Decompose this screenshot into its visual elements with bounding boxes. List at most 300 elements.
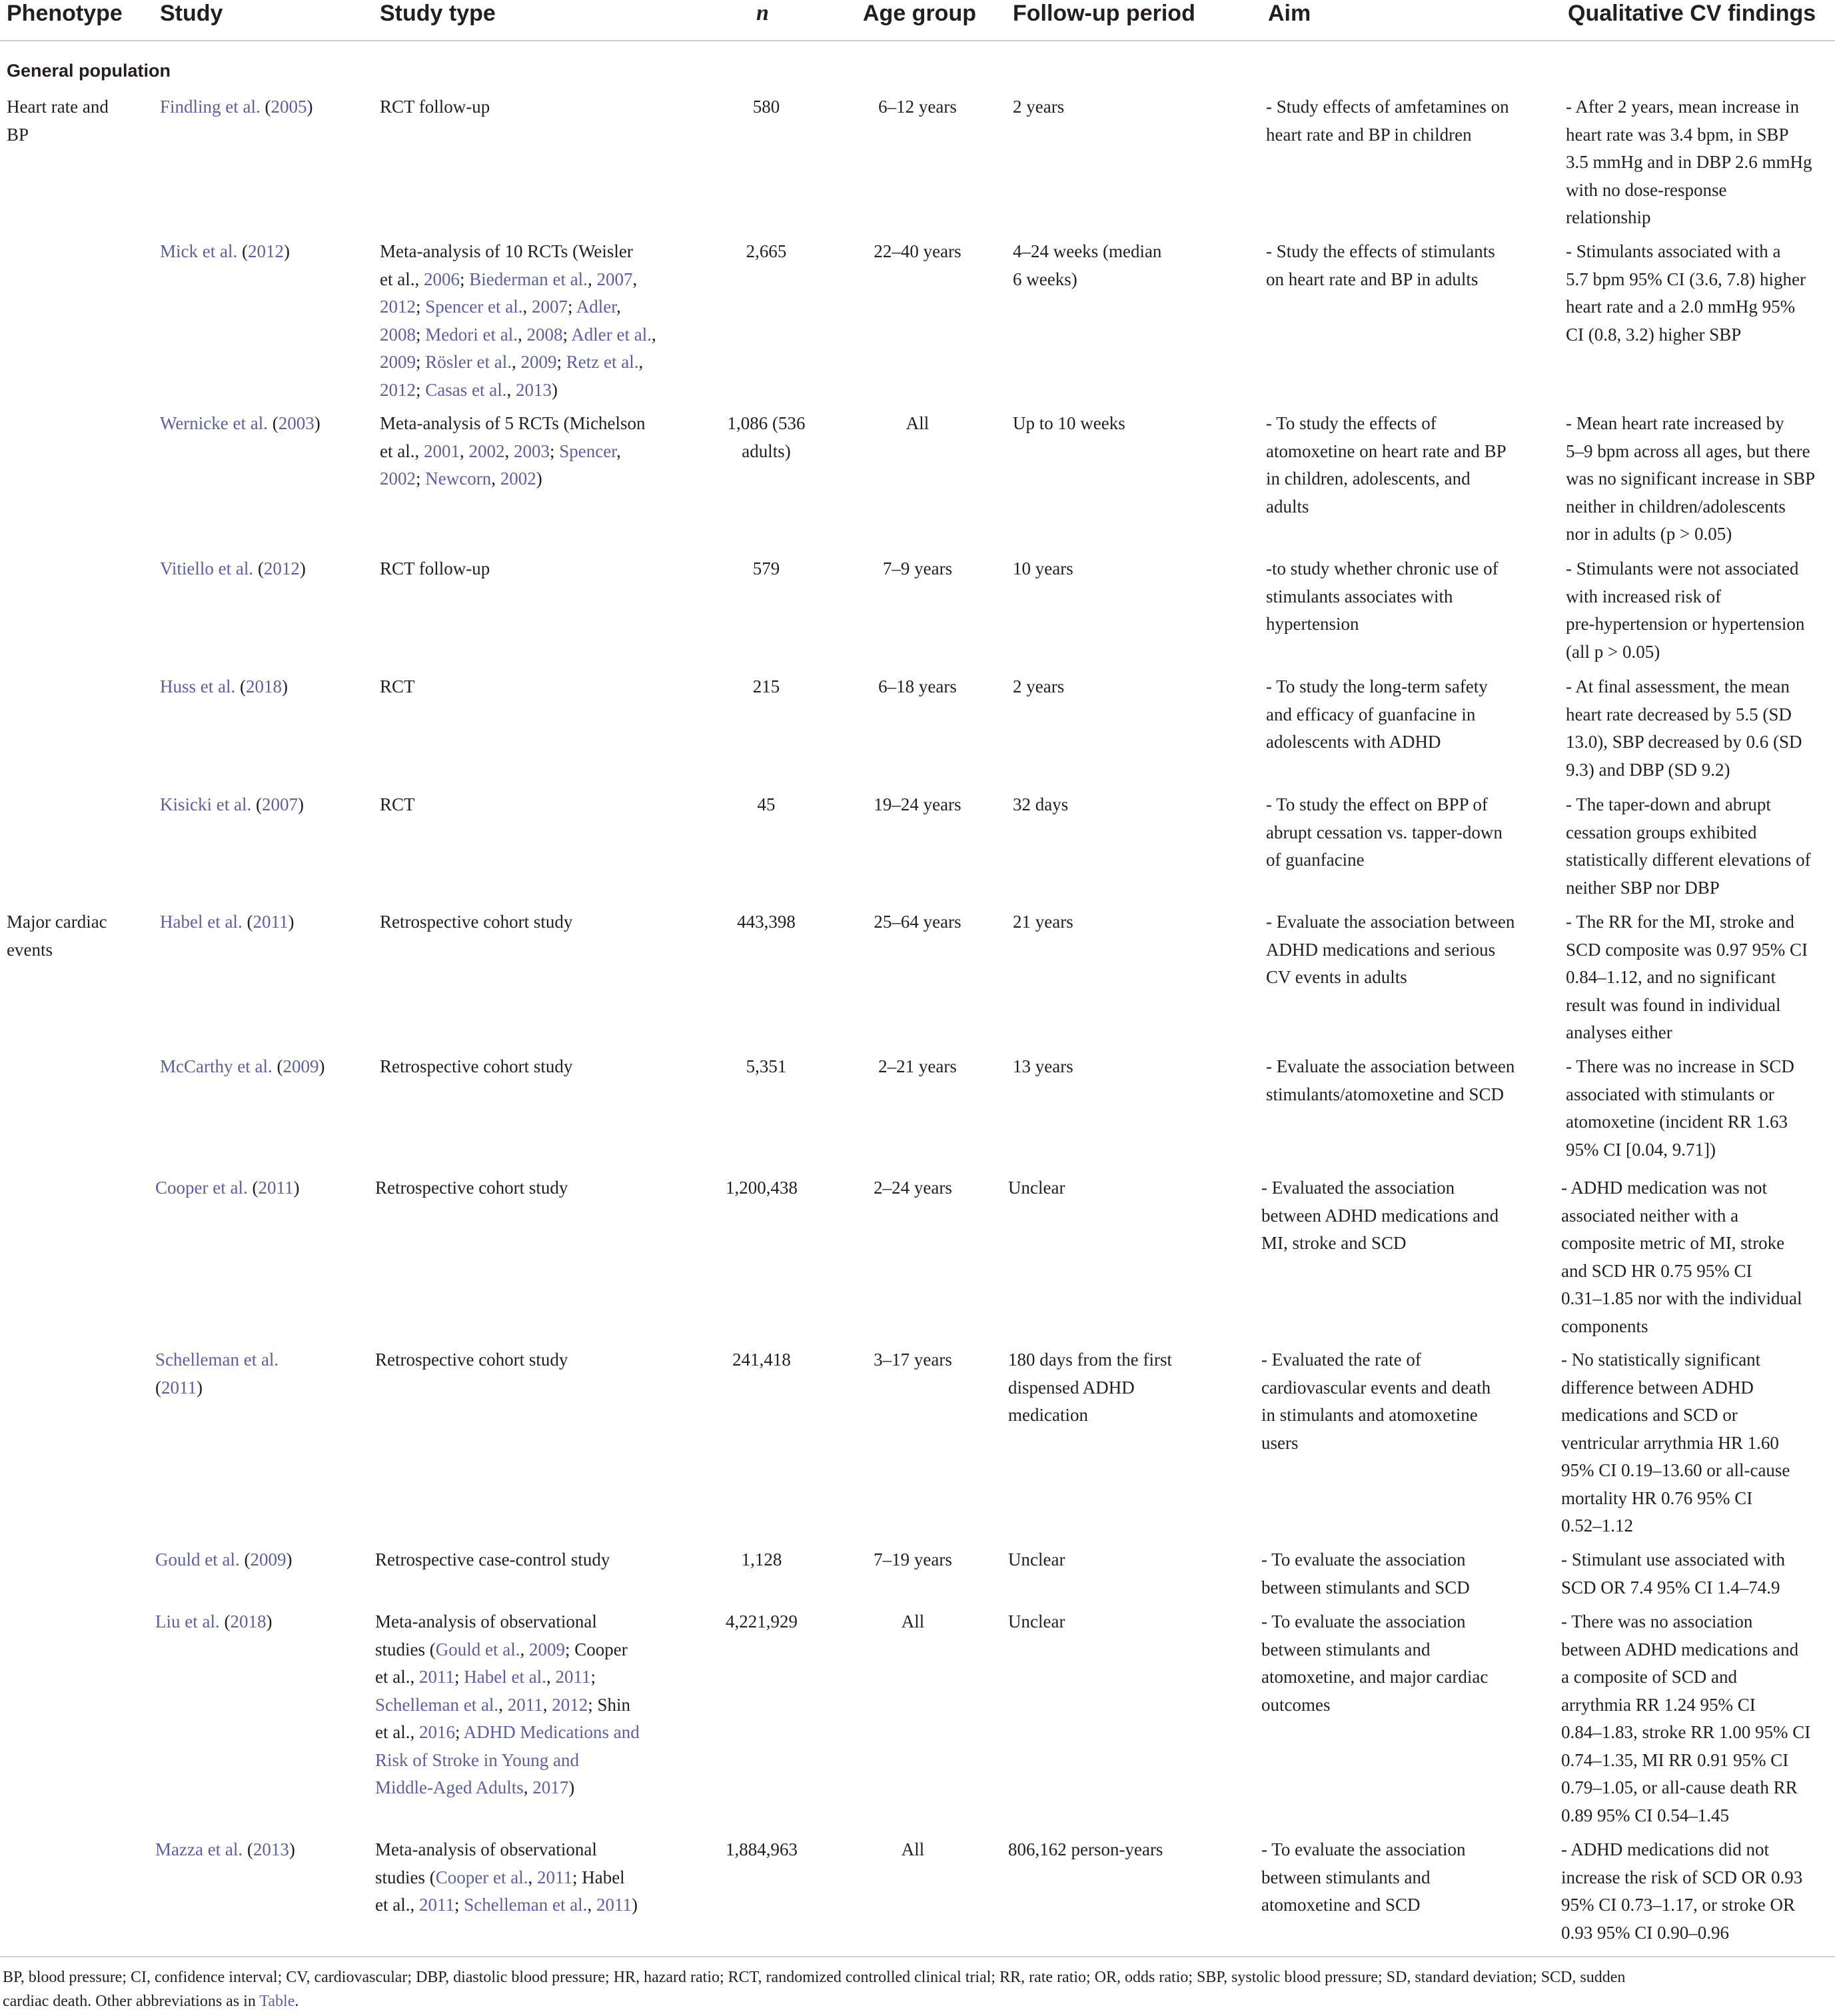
citation-link[interactable]: 2006 <box>423 269 460 289</box>
aim-cell <box>1266 1053 1559 1108</box>
findings-cell-line: - Stimulants were not associated <box>1566 558 1799 578</box>
study-cell <box>155 1836 368 1864</box>
age-group-cell-line: 7–19 years <box>874 1549 952 1569</box>
age-group-cell <box>848 93 987 121</box>
aim-cell-line: between stimulants and <box>1261 1639 1431 1659</box>
findings-cell-line: heart rate and a 2.0 mmHg 95% <box>1566 297 1796 317</box>
study-type-cell-line: et al., 2016; ADHD Medications and <box>375 1722 640 1742</box>
citation-link[interactable]: 2011 <box>536 1867 572 1887</box>
phenotype-cell <box>7 93 153 149</box>
study-type-cell-line: 2009; Rösler et al., 2009; Retz et al., <box>380 352 644 372</box>
follow-up-cell <box>1008 1546 1248 1574</box>
findings-cell-line: 0.31–1.85 nor with the individual <box>1561 1288 1802 1308</box>
citation-link[interactable]: 2008 <box>380 324 416 345</box>
findings-cell-line: components <box>1561 1316 1648 1336</box>
study-cell-line: Wernicke et al. (2003) <box>160 413 320 433</box>
aim-cell-line: adolescents with ADHD <box>1266 732 1441 752</box>
citation-link[interactable]: Rösler et al. <box>425 352 512 372</box>
age-group-cell-line: 6–12 years <box>878 97 957 117</box>
header-n: n <box>756 1 769 25</box>
citation-link[interactable]: Middle-Aged Adults <box>375 1777 524 1797</box>
age-group-cell <box>848 555 987 583</box>
aim-cell <box>1266 791 1559 874</box>
age-group-cell <box>843 1174 983 1202</box>
citation-link[interactable]: 2011 <box>258 1178 294 1198</box>
findings-cell-line: neither SBP nor DBP <box>1566 877 1720 898</box>
study-cell <box>160 1053 373 1081</box>
study-cell <box>160 410 373 438</box>
citation-link[interactable]: 2005 <box>271 97 307 117</box>
citation-link[interactable]: 2002 <box>380 469 416 489</box>
citation-link[interactable]: 2012 <box>263 558 300 578</box>
citation-link[interactable]: Cooper et al. <box>155 1178 248 1198</box>
n-cell <box>703 410 830 465</box>
aim-cell-line: between ADHD medications and <box>1261 1205 1499 1226</box>
follow-up-cell-line: Up to 10 weeks <box>1013 413 1125 433</box>
n-cell <box>698 1608 825 1636</box>
follow-up-cell-line: dispensed ADHD <box>1008 1377 1135 1398</box>
study-type-cell-line: Retrospective cohort study <box>375 1350 568 1370</box>
citation-link[interactable]: Vitiello et al. <box>160 558 254 578</box>
findings-cell-line: 0.74–1.35, MI RR 0.91 95% CI <box>1561 1749 1789 1770</box>
follow-up-cell <box>1013 908 1253 936</box>
study-type-cell <box>375 1608 688 1802</box>
citation-link[interactable]: 2012 <box>247 241 284 261</box>
study-cell-line: (2011) <box>155 1377 203 1398</box>
follow-up-cell <box>1013 1053 1253 1081</box>
age-group-cell-line: 22–40 years <box>874 241 961 261</box>
findings-cell <box>1566 410 1835 548</box>
follow-up-cell <box>1008 1346 1248 1430</box>
study-type-cell-line: 2012; Casas et al., 2013) <box>380 379 558 400</box>
findings-cell-line: was no significant increase in SBP <box>1566 469 1816 489</box>
age-group-cell-line: 6–18 years <box>878 676 957 696</box>
age-group-cell-line: All <box>906 413 929 433</box>
study-type-cell-line: Meta-analysis of 10 RCTs (Weisler <box>380 241 633 261</box>
aim-cell <box>1261 1174 1554 1258</box>
study-type-cell-line: et al., 2011; Habel et al., 2011; <box>375 1667 596 1687</box>
aim-cell-line: MI, stroke and SCD <box>1261 1233 1407 1253</box>
study-type-cell-line: Retrospective cohort study <box>375 1178 568 1198</box>
findings-cell-line: (all p > 0.05) <box>1566 641 1660 662</box>
aim-cell-line: - To evaluate the association <box>1261 1549 1466 1569</box>
study-type-cell-line: studies (Cooper et al., 2011; Habel <box>375 1867 625 1887</box>
aim-cell-line: stimulants/atomoxetine and SCD <box>1266 1084 1504 1104</box>
citation-link[interactable]: Table <box>259 1993 295 2010</box>
citation-link[interactable]: 2013 <box>515 379 552 400</box>
aim-cell <box>1261 1346 1554 1457</box>
findings-cell <box>1561 1546 1830 1601</box>
follow-up-cell <box>1013 555 1253 583</box>
citation-link[interactable]: 2009 <box>528 1639 565 1659</box>
n-cell-line: 579 <box>752 558 780 578</box>
study-type-cell-line: RCT follow-up <box>380 558 490 578</box>
citation-link[interactable]: Adler et al. <box>571 324 652 345</box>
study-type-cell-line: Meta-analysis of observational <box>375 1839 597 1859</box>
findings-cell-line: 0.84–1.83, stroke RR 1.00 95% CI <box>1561 1722 1811 1742</box>
citation-link[interactable]: Retz et al. <box>566 352 639 372</box>
follow-up-cell-line: 10 years <box>1013 558 1073 578</box>
citation-link[interactable]: 2002 <box>500 469 536 489</box>
n-cell <box>698 1346 825 1374</box>
age-group-cell-line: 2–21 years <box>878 1056 957 1076</box>
table-header <box>0 0 1835 41</box>
aim-cell-line: stimulants associates with <box>1266 586 1453 606</box>
citation-link[interactable]: 2001 <box>423 441 460 461</box>
aim-cell-line: - Evaluated the association <box>1261 1178 1455 1198</box>
citation-link[interactable]: 2002 <box>468 441 505 461</box>
n-cell-line: 5,351 <box>746 1056 787 1076</box>
citation-link[interactable]: 2018 <box>245 676 282 696</box>
study-cell-line: Habel et al. (2011) <box>160 912 295 932</box>
citation-link[interactable]: Mazza et al. <box>155 1839 243 1859</box>
findings-cell-line: composite metric of MI, stroke <box>1561 1233 1785 1253</box>
age-group-cell-line: All <box>901 1839 925 1859</box>
follow-up-cell-line: medication <box>1008 1405 1088 1425</box>
citation-link[interactable]: 2013 <box>253 1839 289 1859</box>
findings-cell-line: 0.84–1.12, and no significant <box>1566 967 1776 987</box>
citation-link[interactable]: 2011 <box>418 1895 454 1915</box>
aim-cell-line: in stimulants and atomoxetine <box>1261 1405 1478 1425</box>
aim-cell-line: - Study the effects of stimulants <box>1266 241 1495 261</box>
study-type-cell <box>380 238 693 404</box>
study-cell <box>155 1608 368 1636</box>
findings-cell-line: and SCD HR 0.75 95% CI <box>1561 1260 1752 1281</box>
aim-cell <box>1266 93 1559 149</box>
citation-link[interactable]: 2016 <box>418 1722 455 1742</box>
citation-link[interactable]: Spencer <box>559 441 617 461</box>
aim-cell <box>1266 555 1559 638</box>
findings-cell-line: - The taper-down and abrupt <box>1566 794 1771 814</box>
study-type-cell <box>375 1836 688 1919</box>
study-type-cell <box>375 1546 688 1574</box>
study-type-cell <box>380 908 693 936</box>
age-group-cell <box>843 1836 983 1864</box>
citation-link[interactable]: McCarthy et al. <box>160 1056 273 1076</box>
study-cell <box>155 1174 368 1202</box>
n-cell <box>703 555 830 583</box>
header-follow-up: Follow-up period <box>1013 1 1195 26</box>
study-cell <box>155 1346 368 1402</box>
aim-cell-line: between stimulants and <box>1261 1867 1431 1887</box>
study-type-cell-line: Middle-Aged Adults, 2017) <box>375 1777 575 1797</box>
findings-cell-line: difference between ADHD <box>1561 1377 1754 1398</box>
study-cell <box>160 791 373 819</box>
aim-cell-line: heart rate and BP in children <box>1266 124 1472 145</box>
citation-link[interactable]: Schelleman et al. <box>155 1350 279 1370</box>
age-group-cell <box>848 908 987 936</box>
aim-cell-line: - To evaluate the association <box>1261 1611 1466 1631</box>
findings-cell-line: between ADHD medications and <box>1561 1639 1799 1659</box>
citation-link[interactable]: Gould et al. <box>155 1549 240 1569</box>
findings-cell-line: 0.79–1.05, or all-cause death RR <box>1561 1777 1798 1797</box>
findings-cell-line: - The RR for the MI, stroke and <box>1566 912 1794 932</box>
citation-link[interactable]: Habel et al. <box>160 912 243 932</box>
study-type-cell-line: Retrospective cohort study <box>380 912 573 932</box>
study-cell <box>160 555 373 583</box>
findings-cell-line: associated neither with a <box>1561 1205 1739 1226</box>
aim-cell-line: and efficacy of guanfacine in <box>1266 704 1476 724</box>
follow-up-cell <box>1008 1174 1248 1202</box>
follow-up-cell-line: 2 years <box>1013 676 1065 696</box>
n-cell <box>698 1836 825 1864</box>
n-cell-line: 2,665 <box>746 241 787 261</box>
findings-cell-line: mortality HR 0.76 95% CI <box>1561 1488 1753 1508</box>
aim-cell-line: abrupt cessation vs. tapper-down <box>1266 822 1503 842</box>
findings-cell-line: with increased risk of <box>1566 586 1722 606</box>
follow-up-cell-line: 6 weeks) <box>1013 269 1077 289</box>
citation-link[interactable]: 2012 <box>552 1694 588 1715</box>
findings-cell-line: 0.52–1.12 <box>1561 1515 1633 1535</box>
findings-cell <box>1566 1053 1835 1164</box>
citation-link[interactable]: 2011 <box>253 912 289 932</box>
findings-cell <box>1566 238 1835 349</box>
age-group-cell-line: All <box>901 1611 925 1631</box>
citation-link[interactable]: 2009 <box>250 1549 287 1569</box>
findings-cell <box>1561 1836 1830 1947</box>
study-type-cell-line: et al., 2006; Biederman et al., 2007, <box>380 269 638 289</box>
study-type-cell-line: et al., 2011; Schelleman et al., 2011) <box>375 1895 638 1915</box>
citation-link[interactable]: 2009 <box>283 1056 319 1076</box>
findings-cell <box>1566 908 1835 1047</box>
n-cell-line: 1,884,963 <box>726 1839 798 1859</box>
findings-cell-line: result was found in individual <box>1566 994 1781 1015</box>
citation-link[interactable]: 2007 <box>261 794 298 814</box>
aim-cell-line: outcomes <box>1261 1694 1331 1715</box>
citation-link[interactable]: 2009 <box>380 352 416 372</box>
study-type-cell-line: Meta-analysis of 5 RCTs (Michelson <box>380 413 646 433</box>
citation-link[interactable]: Schelleman et al. <box>464 1895 588 1915</box>
findings-cell-line: - After 2 years, mean increase in <box>1566 97 1800 117</box>
findings-cell-line: - Mean heart rate increased by <box>1566 413 1784 433</box>
n-cell <box>703 1053 830 1081</box>
follow-up-cell-line: 2 years <box>1013 97 1065 117</box>
header-study: Study <box>160 1 223 26</box>
citation-link[interactable]: Medori et al. <box>425 324 518 345</box>
study-type-cell-line <box>375 1747 688 1775</box>
citation-link[interactable]: Spencer et al. <box>425 297 523 317</box>
aim-cell <box>1261 1546 1554 1601</box>
aim-cell-line: users <box>1261 1432 1299 1453</box>
study-cell <box>160 238 373 266</box>
aim-cell-line: atomoxetine, and major cardiac <box>1261 1667 1489 1687</box>
aim-cell-line: - To study the long-term safety <box>1266 676 1488 696</box>
findings-cell <box>1561 1174 1830 1340</box>
findings-cell <box>1561 1608 1830 1829</box>
aim-cell <box>1261 1608 1554 1719</box>
citation-link[interactable]: 2018 <box>230 1611 267 1631</box>
findings-cell <box>1566 673 1835 784</box>
follow-up-cell-line: Unclear <box>1008 1611 1065 1631</box>
study-cell-line: Liu et al. (2018) <box>155 1611 273 1631</box>
citation-link[interactable]: Mick et al. <box>160 241 238 261</box>
citation-link[interactable]: Cooper et al. <box>435 1867 528 1887</box>
aim-cell-line: in children, adolescents, and <box>1266 469 1471 489</box>
n-cell-line: 443,398 <box>737 912 796 932</box>
n-cell <box>698 1174 825 1202</box>
age-group-cell <box>848 1053 987 1081</box>
citation-link[interactable]: 2011 <box>507 1694 543 1715</box>
citation-link[interactable]: 2011 <box>161 1377 197 1398</box>
n-cell-line: 241,418 <box>732 1350 791 1370</box>
header-age-group: Age group <box>863 1 976 26</box>
age-group-cell-line: 2–24 years <box>874 1178 952 1198</box>
n-cell-line: 1,086 (536 <box>727 413 806 433</box>
citation-link[interactable]: Findling et al. <box>160 97 261 117</box>
study-type-cell-line: 2008; Medori et al., 2008; Adler et al., <box>380 324 656 345</box>
footnote-line: cardiac death. Other abbreviations as in Table. <box>3 1993 299 2010</box>
citation-link[interactable]: 2008 <box>526 324 563 345</box>
citation-link[interactable]: 2011 <box>596 1895 632 1915</box>
follow-up-cell-line: 32 days <box>1013 794 1069 814</box>
aim-cell-line: between stimulants and SCD <box>1261 1577 1470 1597</box>
citation-link[interactable]: Huss et al. <box>160 676 236 696</box>
study-type-cell-line: RCT <box>380 794 415 814</box>
citation-link[interactable]: Gould et al. <box>435 1639 520 1659</box>
citation-link[interactable]: 2012 <box>380 379 416 400</box>
findings-cell-line: - At final assessment, the mean <box>1566 676 1790 696</box>
findings-cell-line: neither in children/adolescents <box>1566 496 1786 516</box>
aim-cell <box>1266 908 1559 992</box>
study-cell <box>160 673 373 701</box>
follow-up-cell-line: Unclear <box>1008 1549 1065 1569</box>
age-group-cell <box>848 238 987 266</box>
study-type-cell-line: 2002; Newcorn, 2002) <box>380 469 542 489</box>
age-group-cell <box>843 1346 983 1374</box>
age-group-cell <box>848 410 987 438</box>
age-group-cell <box>843 1546 983 1574</box>
citation-link[interactable]: Risk of Stroke in Young and <box>375 1749 580 1770</box>
findings-cell-line: a composite of SCD and <box>1561 1667 1737 1687</box>
follow-up-cell-line: Unclear <box>1008 1178 1065 1198</box>
findings-cell-line: - Stimulant use associated with <box>1561 1549 1785 1569</box>
age-group-cell-line: 25–64 years <box>874 912 961 932</box>
findings-cell-line: increase the risk of SCD OR 0.93 <box>1561 1867 1803 1887</box>
aim-cell-line: - To evaluate the association <box>1261 1839 1466 1859</box>
findings-cell-line: heart rate decreased by 5.5 (SD <box>1566 704 1792 724</box>
aim-cell-line: - Evaluate the association between <box>1266 1056 1515 1076</box>
table-footnote <box>0 1956 1835 2013</box>
aim-cell <box>1266 238 1559 293</box>
findings-cell-line: ventricular arrythmia HR 1.60 <box>1561 1432 1779 1453</box>
n-cell-line: 1,128 <box>741 1549 782 1569</box>
citation-link[interactable]: Newcorn <box>425 469 492 489</box>
study-type-cell-line: studies (Gould et al., 2009; Cooper <box>375 1639 628 1659</box>
findings-cell-line: arrythmia RR 1.24 95% CI <box>1561 1694 1756 1715</box>
follow-up-cell-line: 21 years <box>1013 912 1073 932</box>
follow-up-cell-line: 180 days from the first <box>1008 1350 1172 1370</box>
citation-link[interactable]: ADHD Medications and <box>463 1722 640 1742</box>
aim-cell <box>1261 1836 1554 1919</box>
study-cell <box>160 93 373 121</box>
study-type-cell-line: RCT follow-up <box>380 97 490 117</box>
aim-cell-line: cardiovascular events and death <box>1261 1377 1491 1398</box>
age-group-cell-line: 3–17 years <box>874 1350 952 1370</box>
findings-cell-line: CI (0.8, 3.2) higher SBP <box>1566 324 1742 345</box>
study-type-cell <box>380 673 693 701</box>
citation-link[interactable]: 2011 <box>418 1667 454 1687</box>
findings-cell-line: - There was no increase in SCD <box>1566 1056 1794 1076</box>
findings-cell-line: heart rate was 3.4 bpm, in SBP <box>1566 124 1789 145</box>
findings-cell-line: cessation groups exhibited <box>1566 822 1757 842</box>
study-cell-line: Gould et al. (2009) <box>155 1549 293 1569</box>
study-cell <box>155 1546 368 1574</box>
citation-link[interactable]: 2011 <box>555 1667 591 1687</box>
findings-cell-line: 5–9 bpm across all ages, but there <box>1566 441 1810 461</box>
findings-cell-line: 9.3) and DBP (SD 9.2) <box>1566 759 1730 780</box>
findings-cell-line: atomoxetine (incident RR 1.63 <box>1566 1112 1788 1132</box>
aim-cell-line: - Evaluated the rate of <box>1261 1350 1421 1370</box>
findings-cell-line: medications and SCD or <box>1561 1405 1738 1425</box>
aim-cell-line: - Evaluate the association between <box>1266 912 1515 932</box>
findings-cell <box>1561 1346 1830 1540</box>
citation-link[interactable]: Adler <box>576 297 617 317</box>
section-label: General population <box>7 61 171 81</box>
n-cell-line: 580 <box>752 97 780 117</box>
n-cell-line: 1,200,438 <box>726 1178 798 1198</box>
citation-link[interactable]: Schelleman et al. <box>375 1694 499 1715</box>
study-type-cell-line: Schelleman et al., 2011, 2012; Shin <box>375 1694 630 1715</box>
study-type-cell <box>380 1053 693 1081</box>
header-phenotype: Phenotype <box>7 1 123 26</box>
citation-link[interactable]: 2007 <box>531 297 568 317</box>
citation-link[interactable]: Kisicki et al. <box>160 794 252 814</box>
study-cell-line: Vitiello et al. (2012) <box>160 558 306 578</box>
phenotype-cell-line: Heart rate and <box>7 97 109 117</box>
footnote-line: BP, blood pressure; CI, confidence interval; CV, cardiovascular; DBP, diastolic blood pressure; HR, hazard ratio; RCT, randomized controlled clinical trial; RR, rate ratio; OR, odds ratio; SBP, systolic blood pressure; SD, standard deviation; SCD, sudden <box>3 1969 1626 1986</box>
findings-cell-line: - There was no association <box>1561 1611 1753 1631</box>
aim-cell-line: - To study the effects of <box>1266 413 1437 433</box>
findings-cell-line: 13.0), SBP decreased by 0.6 (SD <box>1566 732 1802 752</box>
findings-cell-line: 3.5 mmHg and in DBP 2.6 mmHg <box>1566 152 1812 172</box>
citation-link[interactable]: 2012 <box>380 297 416 317</box>
study-cell-line: Findling et al. (2005) <box>160 97 313 117</box>
findings-cell <box>1566 555 1835 666</box>
follow-up-cell-line: 806,162 person-years <box>1008 1839 1163 1859</box>
aim-cell-line: -to study whether chronic use of <box>1266 558 1499 578</box>
citation-link[interactable]: 2007 <box>596 269 633 289</box>
findings-cell-line: 5.7 bpm 95% CI (3.6, 7.8) higher <box>1566 269 1806 289</box>
study-type-cell-line: RCT <box>380 676 415 696</box>
aim-cell-line: atomoxetine on heart rate and BP <box>1266 441 1507 461</box>
aim-cell-line: CV events in adults <box>1266 967 1407 987</box>
findings-cell-line: nor in adults (p > 0.05) <box>1566 524 1732 544</box>
citation-link[interactable]: 2017 <box>532 1777 569 1797</box>
aim-cell-line: atomoxetine and SCD <box>1261 1895 1421 1915</box>
citation-link[interactable]: Wernicke et al. <box>160 413 268 433</box>
follow-up-cell <box>1013 791 1253 819</box>
study-type-cell <box>375 1346 688 1374</box>
findings-cell-line: SCD OR 7.4 95% CI 1.4–74.9 <box>1561 1577 1780 1597</box>
citation-link[interactable]: Casas et al. <box>425 379 507 400</box>
findings-cell-line: with no dose-response <box>1566 179 1727 200</box>
aim-cell <box>1266 673 1559 756</box>
citation-link[interactable]: 2003 <box>278 413 314 433</box>
findings-cell-line: - ADHD medications did not <box>1561 1839 1769 1859</box>
study-cell-line <box>155 1346 368 1374</box>
study-type-cell <box>380 93 693 121</box>
citation-link[interactable]: 2009 <box>520 352 557 372</box>
citation-link[interactable]: Liu et al. <box>155 1611 220 1631</box>
citation-link[interactable]: 2003 <box>513 441 550 461</box>
findings-cell-line: statistically different elevations of <box>1566 850 1811 870</box>
n-cell <box>698 1546 825 1574</box>
phenotype-cell-line: Major cardiac <box>7 912 107 932</box>
citation-link[interactable]: Biederman et al. <box>469 269 588 289</box>
study-type-cell <box>380 791 693 819</box>
citation-link[interactable]: Habel et al. <box>464 1667 546 1687</box>
findings-cell <box>1566 93 1835 232</box>
